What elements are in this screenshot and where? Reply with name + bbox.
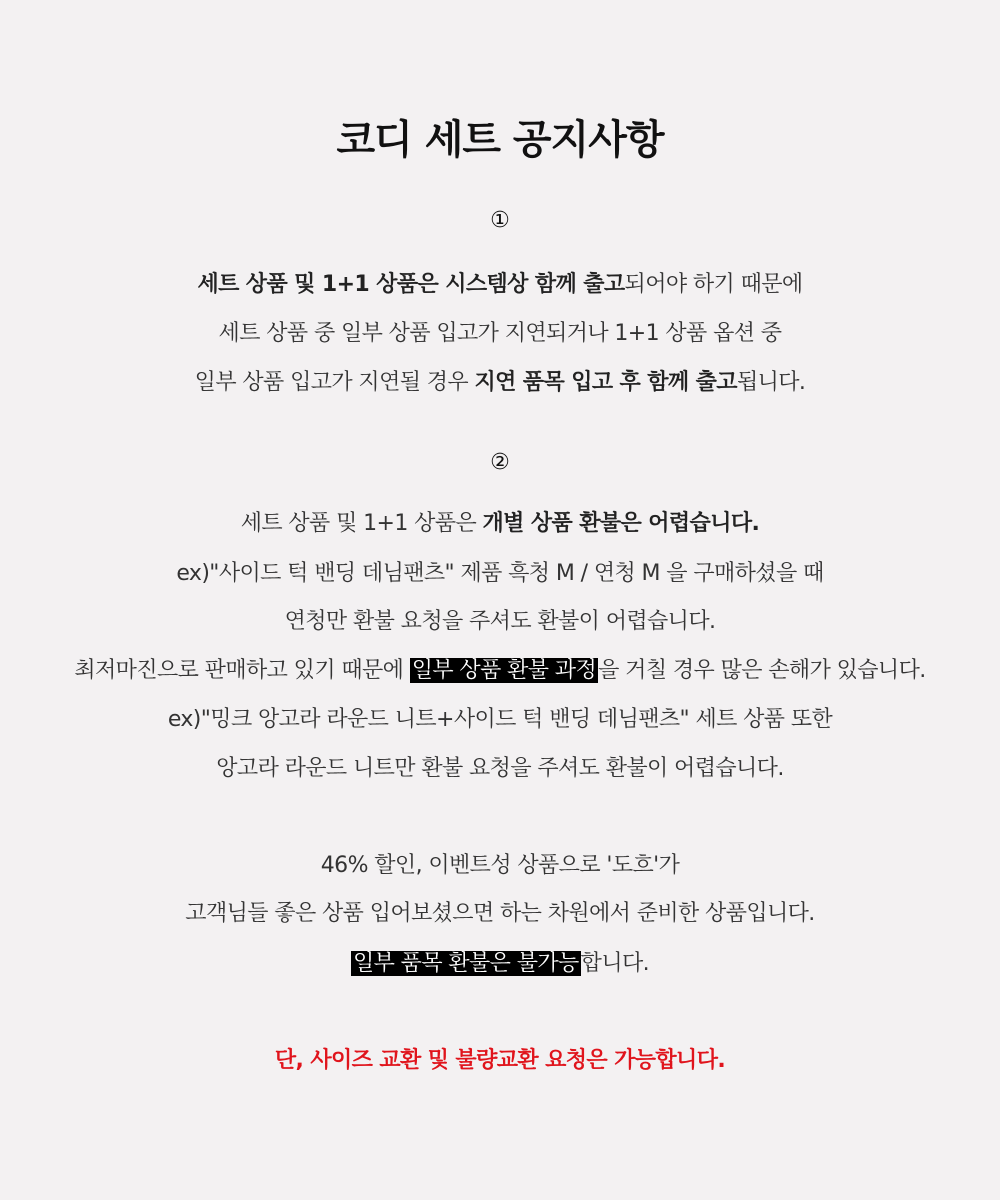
text: 되어야 하기 때문에	[624, 272, 803, 297]
section2-line6: 앙고라 라운드 니트만 환불 요청을 주셔도 환불이 어렵습니다.	[216, 756, 784, 781]
highlighted-text: 일부 상품 환불 과정	[411, 658, 597, 683]
text: 합니다.	[580, 951, 650, 976]
section2-line4	[0, 656, 1000, 686]
section2-line2: ex)"사이드 턱 밴딩 데님팬츠" 제품 흑청 M / 연청 M 을 구매하셨을 때	[176, 561, 824, 586]
section1-line3	[0, 368, 1000, 398]
text: 됩니다.	[736, 370, 806, 395]
section3-line3	[0, 949, 1000, 979]
page-title: 코디 세트 공지사항	[336, 117, 664, 163]
section2-line5: ex)"밍크 앙고라 라운드 니트+사이드 턱 밴딩 데님팬츠" 세트 상품 또한	[167, 707, 833, 732]
text: 을 거칠 경우 많은 손해가 있습니다.	[598, 658, 926, 683]
section3-line2: 고객님들 좋은 상품 입어보셨으면 하는 차원에서 준비한 상품입니다.	[185, 901, 815, 926]
bold-text: 세트 상품 및 1+1 상품은 시스템상 함께 출고	[197, 272, 625, 297]
highlighted-text: 일부 품목 환불은 불가능	[352, 951, 579, 976]
section-number-2: ②	[490, 450, 510, 475]
text: 최저마진으로 판매하고 있기 때문에	[74, 658, 410, 683]
section2-line1	[0, 509, 1000, 539]
section3-line1: 46% 할인, 이벤트성 상품으로 '도흐'가	[320, 853, 680, 878]
text: 일부 상품 입고가 지연될 경우	[194, 370, 475, 395]
bold-text: 개별 상품 환불은 어렵습니다.	[482, 511, 760, 536]
section2-line3: 연청만 환불 요청을 주셔도 환불이 어렵습니다.	[284, 609, 716, 634]
section1-line1	[0, 270, 1000, 300]
text: 세트 상품 및 1+1 상품은	[240, 511, 483, 536]
footer-note: 단, 사이즈 교환 및 불량교환 요청은 가능합니다.	[274, 1048, 726, 1073]
section-number-1: ①	[490, 208, 510, 233]
bold-text: 지연 품목 입고 후 함께 출고	[474, 370, 737, 395]
section1-line2: 세트 상품 중 일부 상품 입고가 지연되거나 1+1 상품 옵션 중	[218, 321, 782, 346]
